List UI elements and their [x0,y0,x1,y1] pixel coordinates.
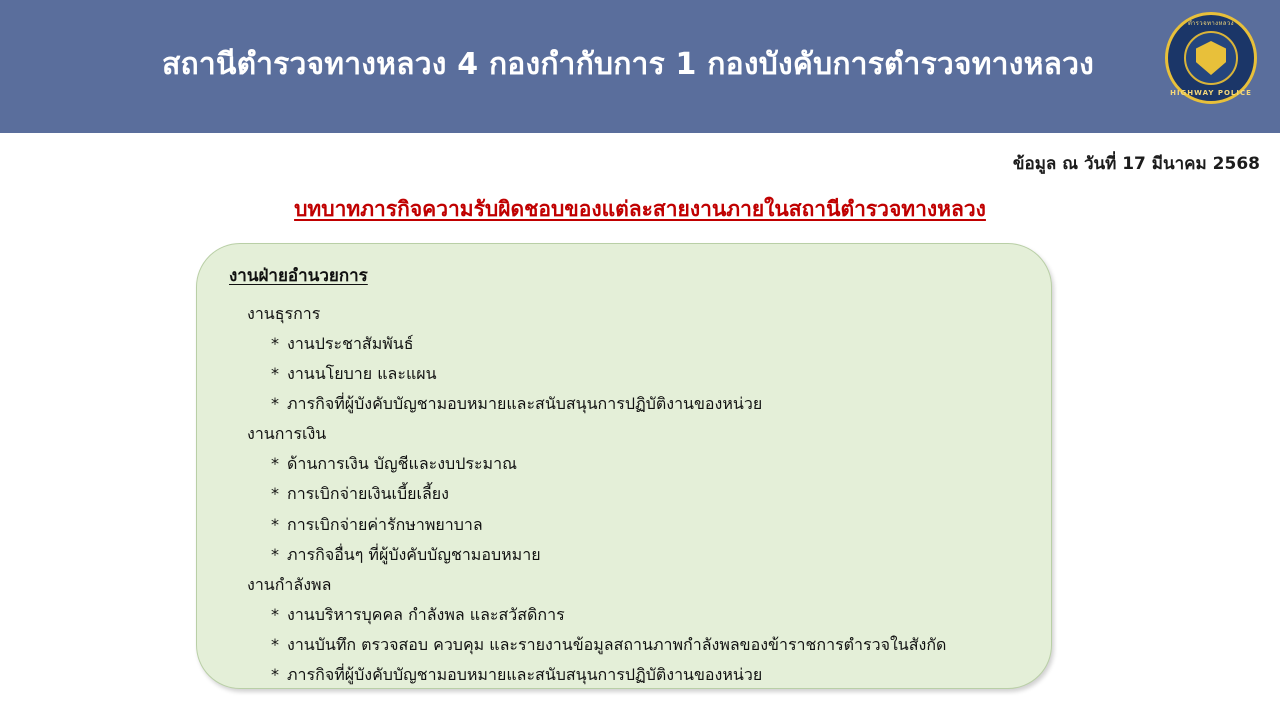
page-header [0,0,1280,133]
duty-group-label: งานการเงิน [247,424,327,444]
bullet-asterisk-icon: * [271,544,279,564]
page-title: สถานีตำรวจทางหลวง 4 กองกำกับการ 1 กองบังคับการตำรวจทางหลวง [161,47,1095,82]
bullet-asterisk-icon: * [271,364,279,384]
duty-item-label: ด้านการเงิน บัญชีและงบประมาณ [287,454,517,474]
bullet-asterisk-icon: * [271,664,279,684]
duty-item [271,630,1025,660]
bullet-asterisk-icon: * [271,484,279,504]
emblem-ring-top-text: ตำรวจทางหลวง [1188,20,1234,27]
duty-group [223,570,1025,690]
duty-item-label: งานประชาสัมพันธ์ [287,334,414,354]
duty-item [271,329,1025,359]
duty-item [271,449,1025,479]
duty-item-label: การเบิกจ่ายเงินเบี้ยเลี้ยง [287,484,449,504]
duty-item-label: ภารกิจที่ผู้บังคับบัญชามอบหมายและสนับสนุนการปฏิบัติงานของหน่วย [287,664,763,684]
card-title: งานฝ่ายอำนวยการ [229,266,368,286]
duty-item-label: การเบิกจ่ายค่ารักษาพยาบาล [287,514,483,534]
highway-police-emblem-icon [1165,12,1257,104]
duty-item [271,359,1025,389]
section-heading: บทบาทภารกิจความรับผิดชอบของแต่ละสายงานภายในสถานีตำรวจทางหลวง [294,197,986,221]
duty-item [271,540,1025,570]
duty-item-label: งานนโยบาย และแผน [287,364,437,384]
bullet-asterisk-icon: * [271,454,279,474]
duty-group [223,419,1025,569]
header-content [128,11,1280,121]
duty-item-label: งานบริหารบุคคล กำลังพล และสวัสดิการ [287,604,565,624]
bullet-asterisk-icon: * [271,334,279,354]
bullet-asterisk-icon: * [271,604,279,624]
duty-group [223,299,1025,419]
bullet-asterisk-icon: * [271,514,279,534]
duty-item [271,600,1025,630]
duty-group-label: งานธุรการ [247,304,321,323]
duty-item-label: ภารกิจที่ผู้บังคับบัญชามอบหมายและสนับสนุนการปฏิบัติงานของหน่วย [287,394,763,414]
duty-item [271,389,1025,419]
data-as-of-date: ข้อมูล ณ วันที่ 17 มีนาคม 2568 [1012,154,1260,174]
duties-card [196,243,1052,689]
bullet-asterisk-icon: * [271,394,279,414]
emblem-ring-bottom-text: HIGHWAY POLICE [1170,89,1252,97]
duty-item-label: ภารกิจอื่นๆ ที่ผู้บังคับบัญชามอบหมาย [287,544,541,564]
duty-group-label: งานกำลังพล [247,574,332,594]
duty-item [271,660,1025,690]
duty-groups [223,299,1025,690]
bullet-asterisk-icon: * [271,634,279,654]
duty-item [271,479,1025,509]
duty-item-label: งานบันทึก ตรวจสอบ ควบคุม และรายงานข้อมูลสถานภาพกำลังพลของข้าราชการตำรวจในสังกัด [287,634,947,654]
duty-item [271,510,1025,540]
